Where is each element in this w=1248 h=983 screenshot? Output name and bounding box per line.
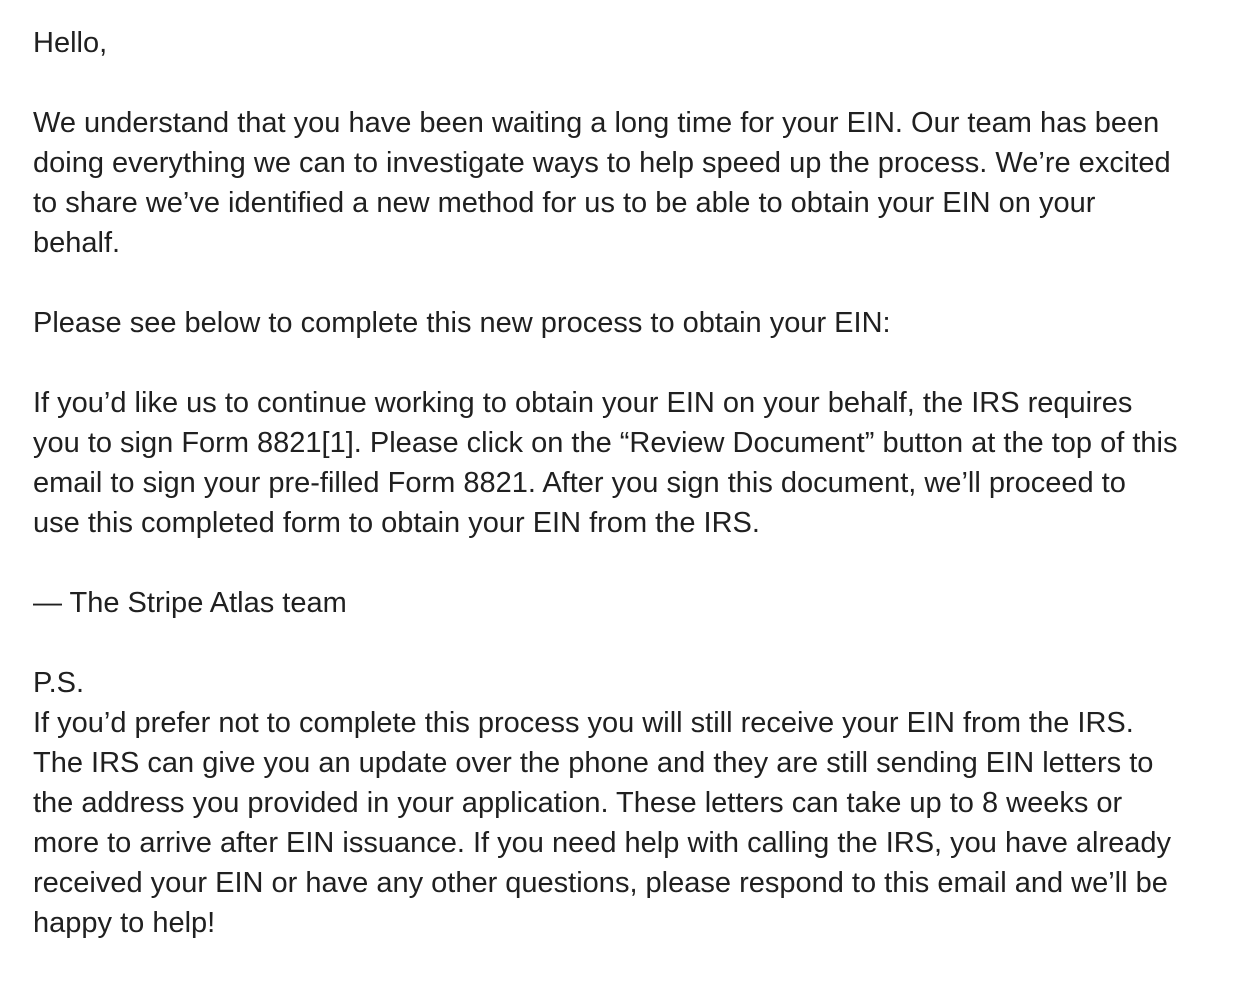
- ps-paragraph: [33, 703, 1223, 943]
- text-line: received your EIN or have any other questions, please respond to this email and we’ll be: [33, 867, 1168, 899]
- text-line: email to sign your pre-filled Form 8821. After you sign this document, we’ll proceed to: [33, 467, 1126, 499]
- text-line: If you’d like us to continue working to obtain your EIN on your behalf, the IRS requires: [33, 387, 1133, 419]
- instructions-lead: Please see below to complete this new process to obtain your EIN:: [33, 307, 891, 339]
- email-body: [33, 23, 1223, 983]
- text-line: the address you provided in your application. These letters can take up to 8 weeks or: [33, 787, 1123, 819]
- instructions-paragraph: [33, 383, 1223, 543]
- ps-label: P.S.: [33, 667, 85, 699]
- text-line: The IRS can give you an update over the phone and they are still sending EIN letters to: [33, 747, 1154, 779]
- text-line: more to arrive after EIN issuance. If you need help with calling the IRS, you have already: [33, 827, 1172, 859]
- intro-paragraph: [33, 103, 1223, 263]
- text-line: behalf.: [33, 227, 121, 259]
- text-line: If you’d prefer not to complete this process you will still receive your EIN from the IRS.: [33, 707, 1134, 739]
- text-line: use this completed form to obtain your EIN from the IRS.: [33, 507, 760, 539]
- text-line: doing everything we can to investigate ways to help speed up the process. We’re excited: [33, 147, 1171, 179]
- text-line: happy to help!: [33, 907, 216, 939]
- greeting: Hello,: [33, 27, 108, 59]
- signature: — The Stripe Atlas team: [33, 587, 347, 619]
- text-line: We understand that you have been waiting a long time for your EIN. Our team has been: [33, 107, 1160, 139]
- text-line: you to sign Form 8821[1]. Please click on the “Review Document” button at the top of this: [33, 427, 1178, 459]
- text-line: to share we’ve identified a new method for us to be able to obtain your EIN on your: [33, 187, 1096, 219]
